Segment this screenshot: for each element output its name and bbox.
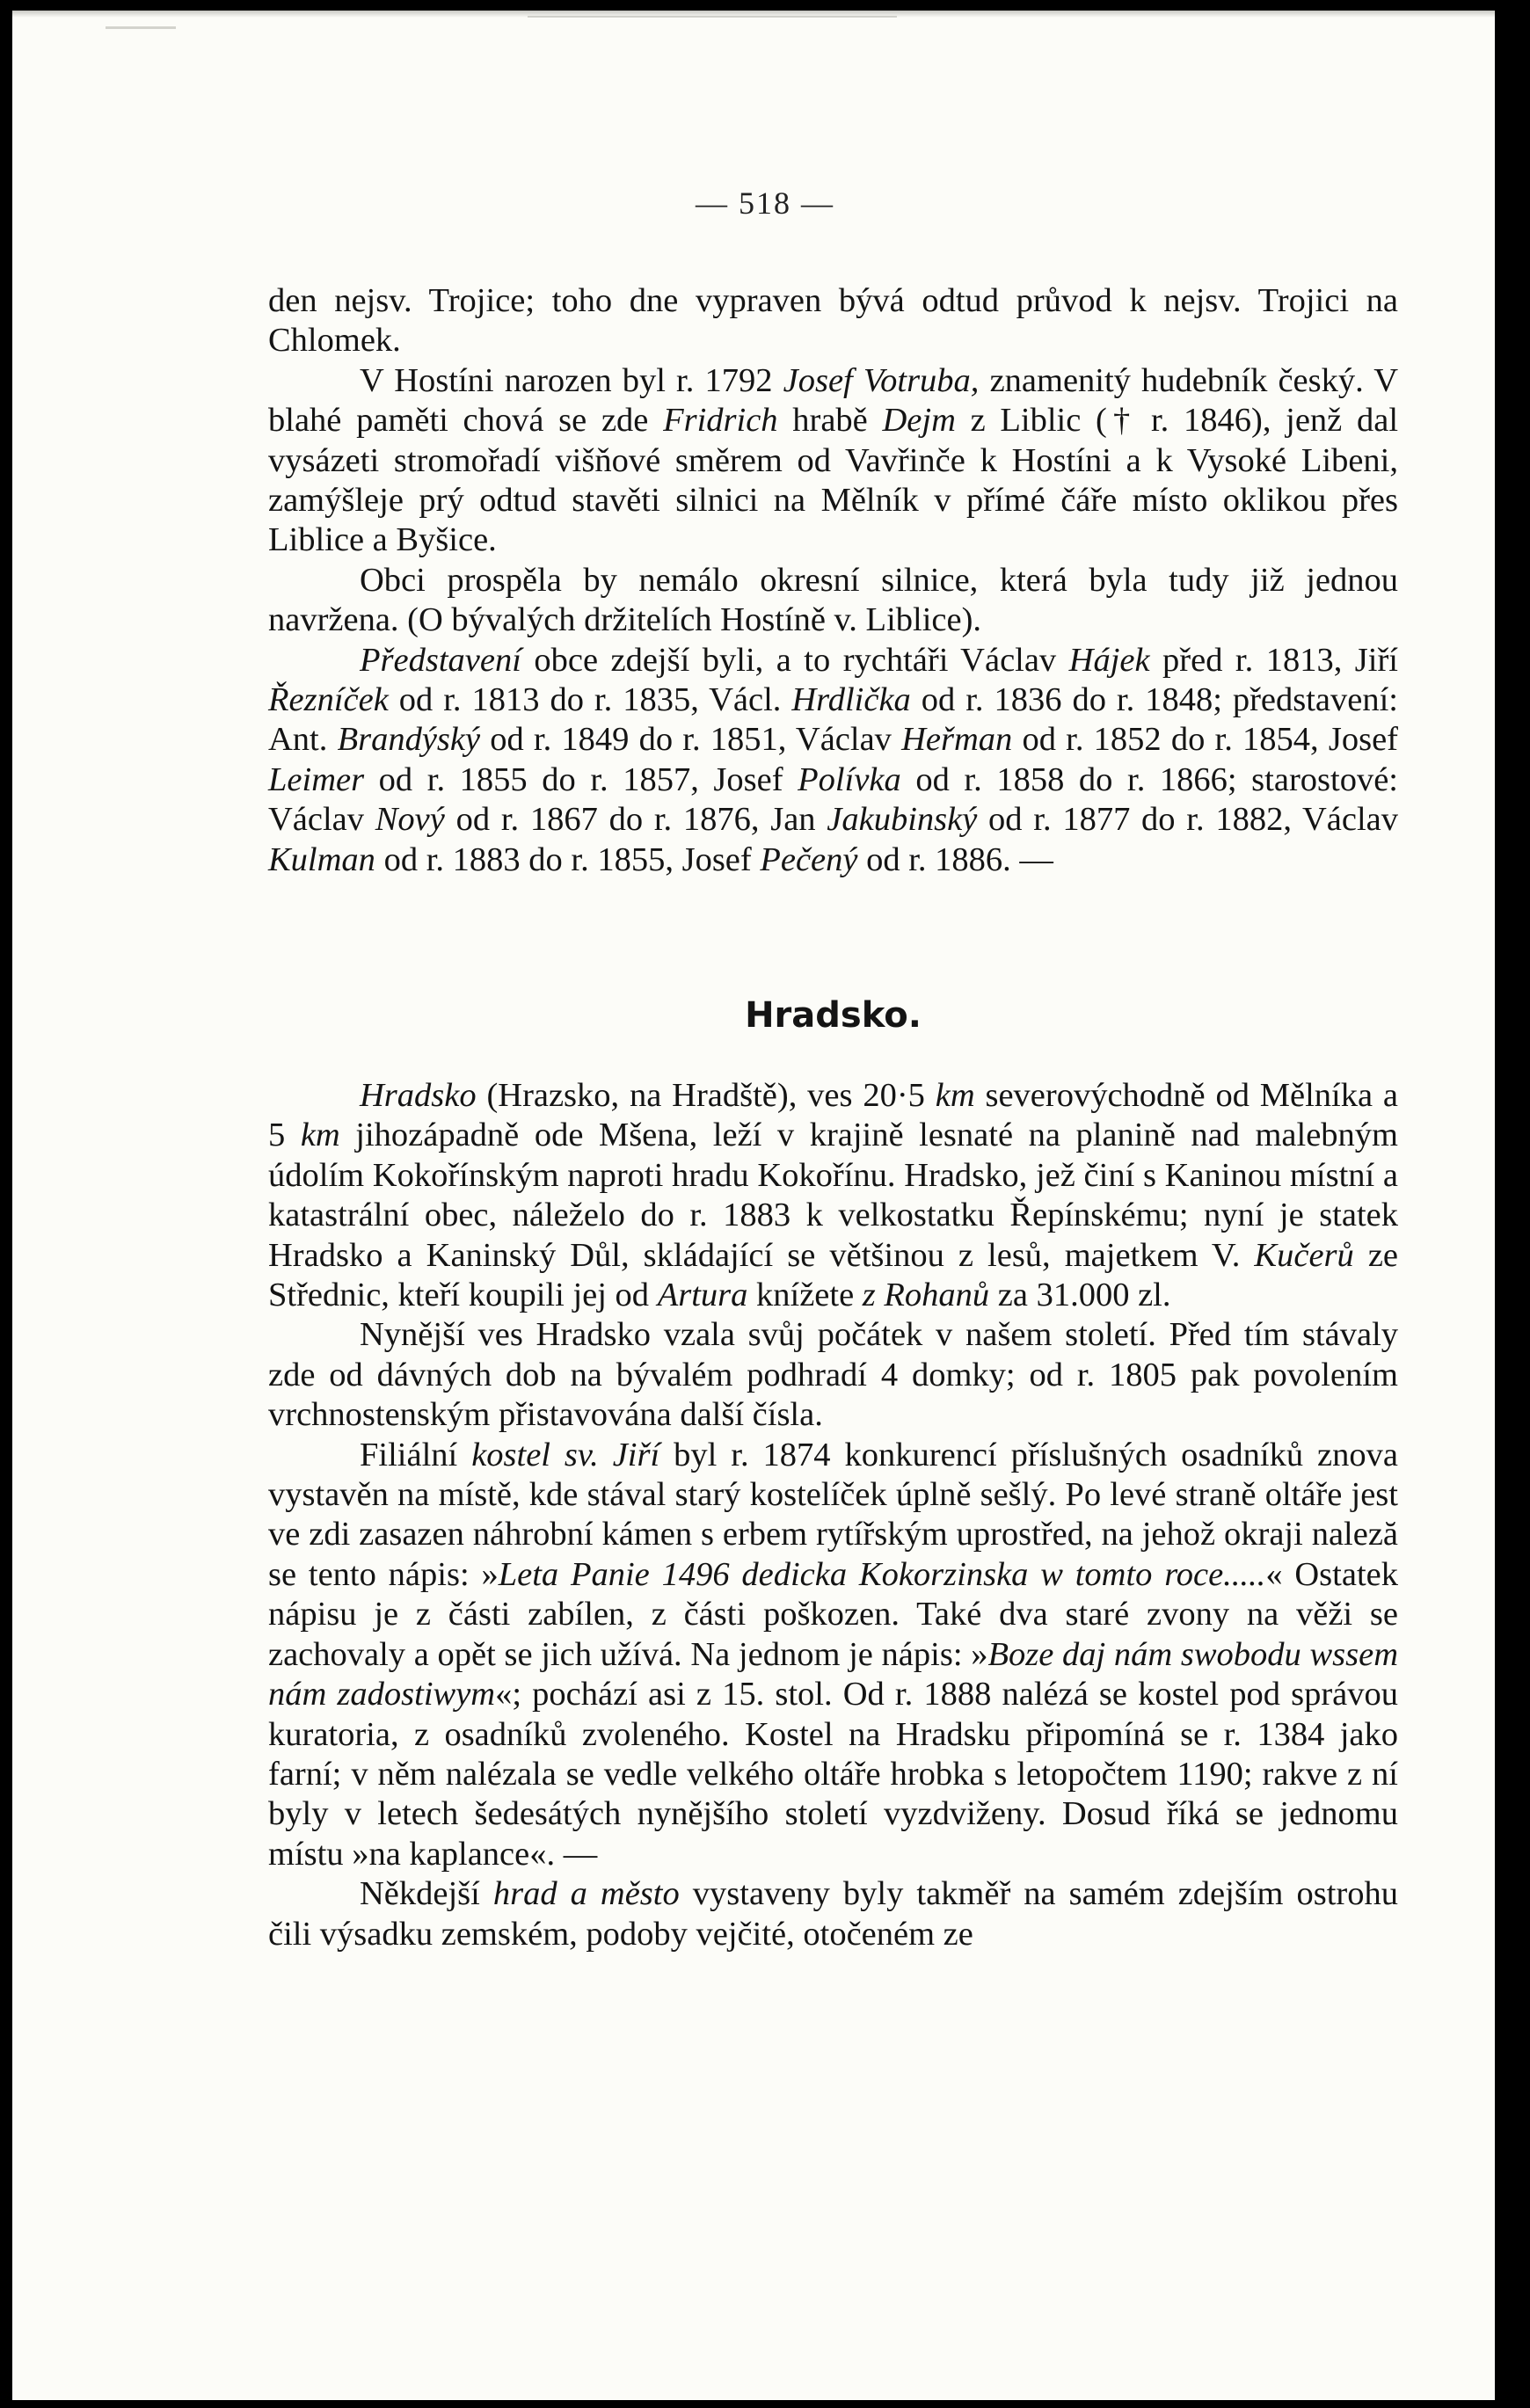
italic-run: Hájek (1068, 641, 1150, 679)
section-heading: Hradsko. (745, 995, 922, 1036)
italic-run: Boze daj nám swobodu wssem nám zadostiwym (268, 1635, 1399, 1713)
text-run: znamenitý hudebník český. V blahé paměti chová se zde (268, 361, 1398, 440)
text-run: vystaveny byly takměř na samém zdejším ostrohu čili výsadku zemském, podoby vejčité, otočeném ze (268, 1875, 1398, 1953)
italic-run: kostel sv. Jiří (471, 1436, 660, 1473)
paragraph (268, 641, 1398, 880)
text-run: byl r. 1874 konkurencí příslušných osadníků znova vystavěn na místě, kde stával starý kostelíček úplně sešlý. Po levé straně oltáře jest ve zdi zasazen náhrobní kámen s erbem rytířským uprostřed, na jehož okraji naleză se tento nápis: » (268, 1436, 1398, 1593)
italic-run: Polívka (798, 760, 901, 798)
text-run: od r. 1849 do r. 1851, Václav (480, 721, 902, 759)
italic-run: km (935, 1077, 975, 1114)
text-run: «; pochází asi z 15. stol. Od r. 1888 nalézá se kostel pod správou kuratoria, z osadníků zvoleného. Kostel na Hradsku připomíná se r. 1384 jako farní; v něm nalézala se vedle velkého oltáře hrobka s letopočtem 1190; rakve z ní byly v letech šedesátých nynějšího století vyzdviženy. Dosud říká se jednomu místu »na kaplance«. — (268, 1676, 1398, 1873)
text-run: severovýchodně od Mělníka a 5 (268, 1077, 1399, 1154)
text-run: od r. 1883 do r. 1855, Josef (375, 840, 761, 878)
text-run: ze Střednic, kteří koupili jej od (268, 1236, 1398, 1314)
italic-run: Nový (375, 801, 445, 839)
main-text-block (268, 1076, 1398, 1954)
italic-run: z Rohanů (862, 1277, 990, 1314)
italic-run: Leimer (268, 760, 365, 798)
text-run: Nynější ves Hradsko vzala svůj počátek v našem století. Před tím stávaly zde od dávných dob na bývalém podhradí 4 domky; od r. 1805 pak povolením vrchnostenským přistavována další čísla. (268, 1316, 1398, 1434)
text-run: knížete (747, 1277, 863, 1314)
text-run: (Hrazsko, na Hradště), ves 20·5 (476, 1077, 936, 1114)
text-run: den nejsv. Trojice; toho dne vypraven bývá odtud průvod k nejsv. Trojici na Chlomek. (268, 282, 1398, 360)
paragraph (268, 1076, 1398, 1315)
paragraph (268, 1874, 1398, 1954)
text-run: od r. 1886. — (857, 840, 1053, 878)
text-run: hrabě (777, 402, 883, 440)
italic-run: Představení (360, 641, 521, 679)
scan-mark (106, 26, 176, 29)
page-number: — 518 — (696, 186, 834, 221)
italic-run: Kučerů (1254, 1236, 1354, 1274)
italic-run: Hrdlička (791, 681, 911, 719)
text-run: « Ostatek nápisu je z části zabílen, z části poškozen. Také dva staré zvony na věži se zachovaly a opět se jich užívá. Na jednom je nápis: » (268, 1555, 1398, 1673)
text-run: od r. 1858 do r. 1866; starostové: Václav (268, 760, 1398, 839)
italic-run: Josef Votruba, (783, 361, 980, 399)
italic-run: Heřman (901, 721, 1013, 759)
paragraph (268, 1315, 1398, 1435)
paragraph (268, 281, 1398, 361)
text-run: z Liblic († r. 1846), jenž dal vysázeti stromořadí višňové směrem od Vavřinče k Hostíni a k Vysoké Libeni, zamýšleje prý odtud stavěti silnici na Mělník v přímé čáře místo oklikou přes Liblice a Byšice. (268, 402, 1399, 559)
text-run: Filiální (360, 1436, 472, 1473)
text-run: od r. 1852 do r. 1854, Josef (1012, 721, 1398, 759)
italic-run: Hradsko (360, 1077, 477, 1114)
scan-mark (528, 16, 897, 18)
text-run: od r. 1855 do r. 1857, Josef (364, 760, 798, 798)
text-run: od r. 1867 do r. 1876, Jan (444, 801, 827, 839)
text-run: od r. 1877 do r. 1882, Václav (977, 801, 1399, 839)
italic-run: Artura (657, 1277, 748, 1314)
paragraph (268, 561, 1398, 641)
text-run: obce zdejší byli, a to rychtáři Václav (521, 641, 1069, 679)
text-run: od r. 1836 do r. 1848; představení: Ant. (268, 681, 1399, 759)
top-text-block (268, 281, 1398, 880)
italic-run: hrad a město (492, 1875, 680, 1913)
italic-run: Dejm (882, 402, 956, 440)
text-run: Někdejší (360, 1875, 493, 1913)
text-run: Obci prospěla by nemálo okresní silnice, která byla tudy již jednou navržena. (O bývalých držitelích Hostíně v. Liblice). (268, 561, 1398, 639)
paragraph (268, 1436, 1398, 1874)
text-run: před r. 1813, Jiří (1149, 641, 1398, 679)
italic-run: Pečený (760, 840, 858, 878)
italic-run: Brandýský (337, 721, 481, 759)
text-run: jihozápadně ode Mšena, leží v krajině lesnaté na planině nad malebným údolím Kokořínským naproti hradu Kokořínu. Hradsko, jež činí s Kaninou místní a katastrální obec, náleželo do r. 1883 k velkostatku Řepínskému; nyní je statek Hradsko a Kaninský Důl, skládající se většinou z lesů, majetkem V. (268, 1117, 1399, 1274)
italic-run: Řezníček (268, 681, 389, 719)
italic-run: Kulman (268, 840, 375, 878)
text-run: za 31.000 zl. (989, 1277, 1171, 1314)
italic-run: Leta Panie 1496 dedicka Kokorzinska w tomto roce..... (498, 1555, 1266, 1593)
text-run: od r. 1813 do r. 1835, Václ. (388, 681, 792, 719)
text-run: V Hostíni narozen byl r. 1792 (360, 361, 783, 399)
italic-run: km (300, 1117, 340, 1154)
italic-run: Jakubinský (827, 801, 978, 839)
paragraph (268, 361, 1398, 561)
italic-run: Fridrich (663, 402, 778, 440)
